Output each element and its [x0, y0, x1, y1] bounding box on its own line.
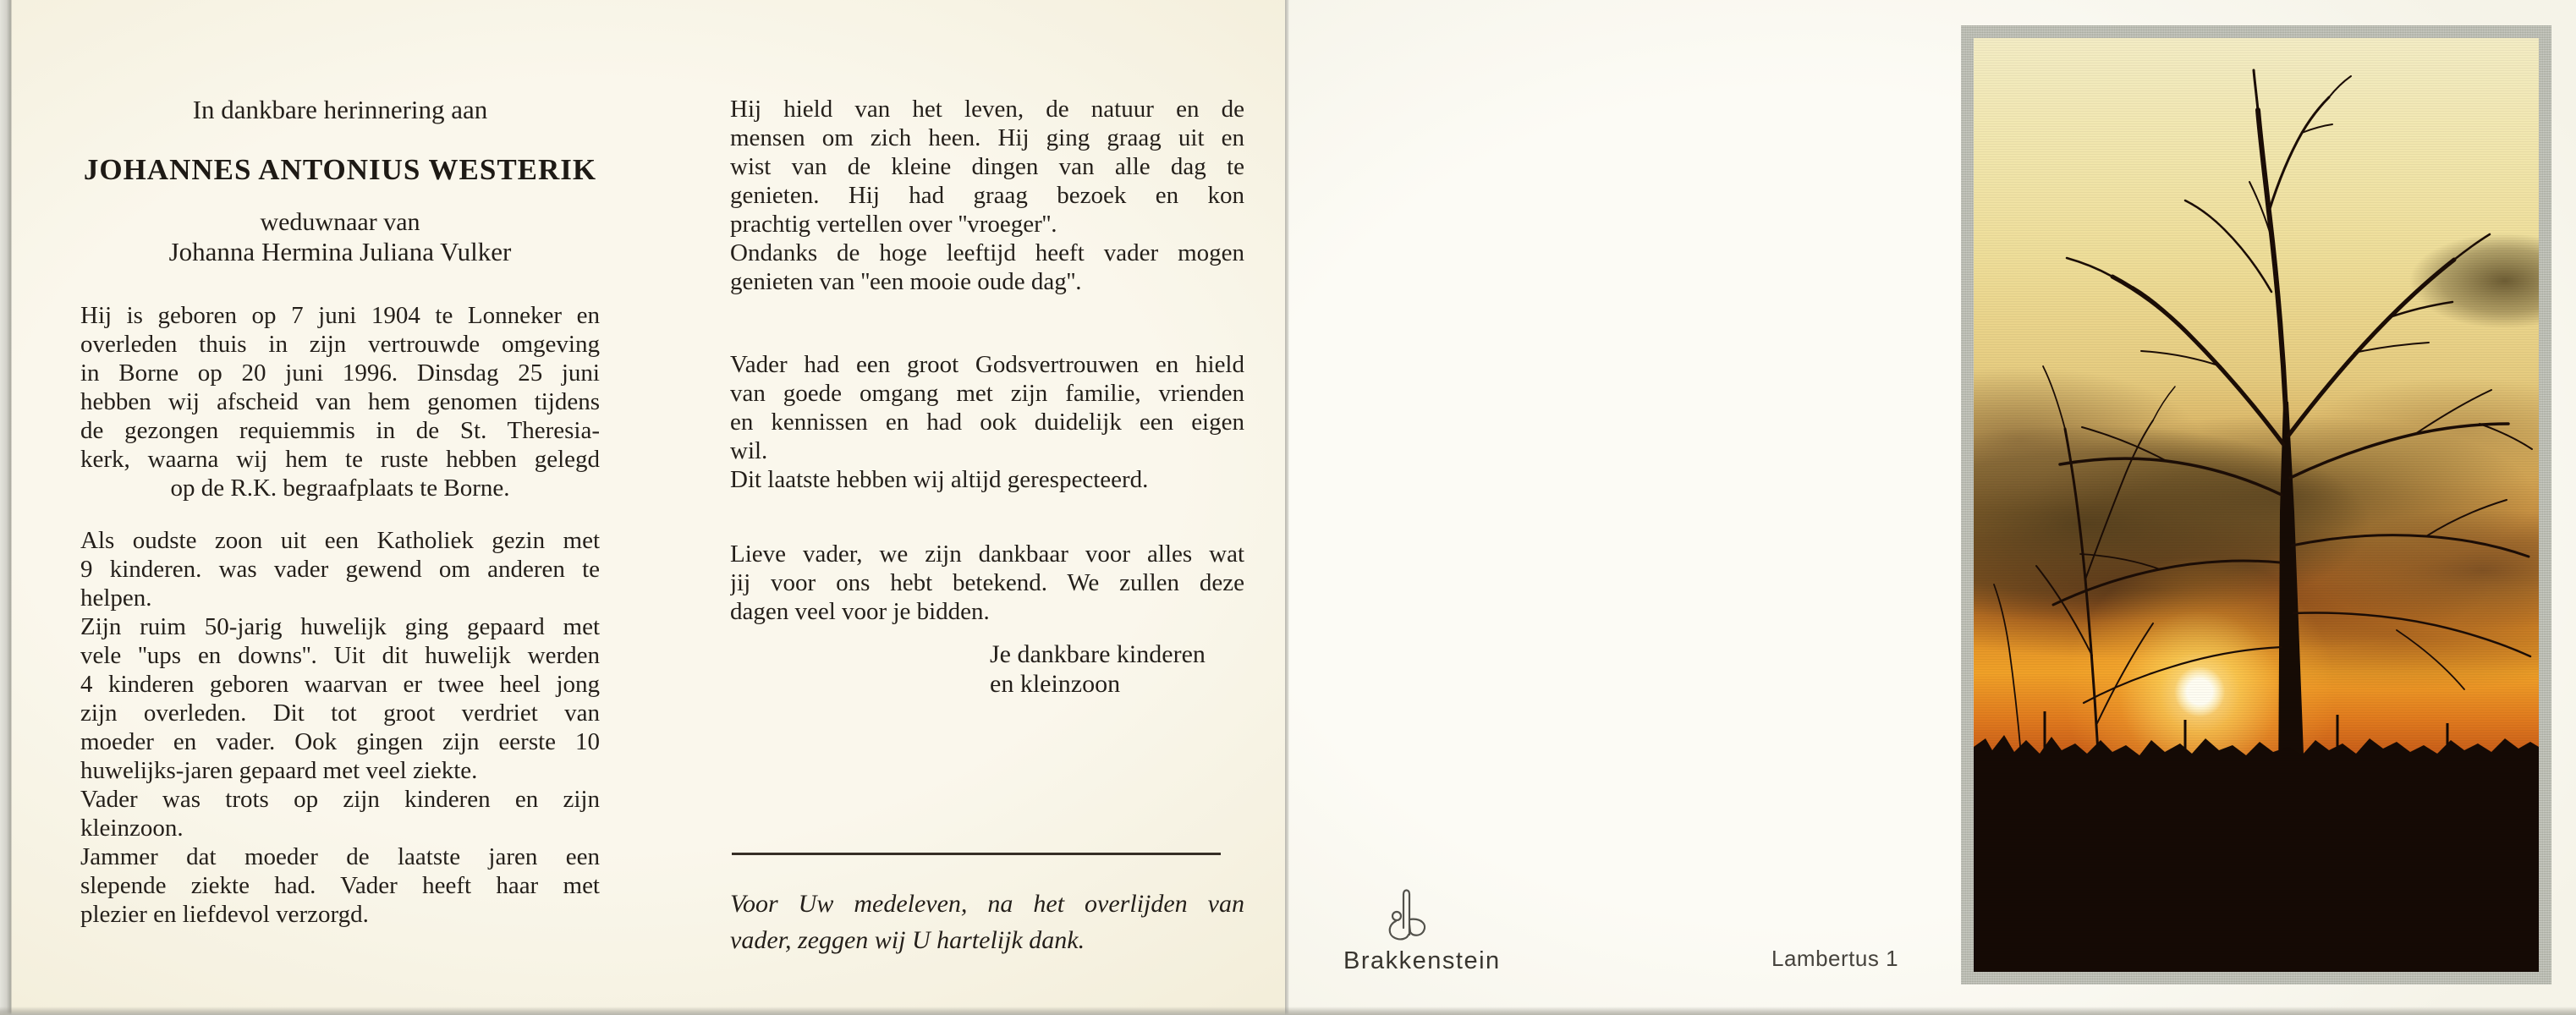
card-fold-seam — [1285, 0, 1289, 1015]
signature-block — [990, 638, 1244, 697]
life-column — [730, 95, 1244, 958]
text-line: mensen om zich heen. Hij ging graag uit en — [730, 124, 1244, 151]
thanks-note — [730, 886, 1244, 958]
printer-logo-icon — [1384, 885, 1433, 942]
deceased-name: JOHANNES ANTONIUS WESTERIK — [83, 153, 597, 186]
text-line: kleinzoon. — [80, 815, 184, 842]
farewell-paragraph — [730, 540, 1244, 626]
text-line: Dit laatste hebben wij altijd gerespecteerd. — [730, 466, 1149, 493]
text-line: 9 kinderen. was vader gewend om anderen te — [80, 556, 600, 583]
text-line: plezier en liefdevol verzorgd. — [80, 901, 369, 928]
family-paragraph — [80, 526, 600, 929]
text-line: genieten van ''een mooie oude dag''. — [730, 268, 1082, 295]
text-line: Ondanks de hoge leeftijd heeft vader mogen — [730, 239, 1244, 266]
text-line: helpen. — [80, 584, 152, 612]
divider-line — [732, 853, 1221, 855]
scan-left-edge — [0, 0, 12, 1015]
text-line: Lieve vader, we zijn dankbaar voor alles wat — [730, 540, 1244, 568]
text-line: in Borne op 20 juni 1996. Dinsdag 25 juni — [80, 359, 600, 387]
text-line: wil. — [730, 437, 768, 464]
text-line: kerk, waarna wij hem te ruste hebben gelegd — [80, 446, 600, 473]
text-line: Als oudste zoon uit een Katholiek gezin met — [80, 527, 600, 554]
text-line: overleden thuis in zijn vertrouwde omgeving — [80, 331, 600, 358]
text-line: Voor Uw medeleven, na het overlijden van — [730, 890, 1244, 918]
text-line: Jammer dat moeder de laatste jaren een — [80, 843, 600, 870]
relation-label: weduwnaar van — [260, 208, 420, 236]
text-line: Zijn ruim 50-jarig huwelijk ging gepaard met — [80, 613, 600, 640]
series-code: Lambertus 1 — [1771, 946, 1899, 971]
signature-line: Je dankbare kinderen — [990, 640, 1206, 667]
text-line: wist van de kleine dingen van alle dag te — [730, 153, 1244, 180]
text-line: moeder en vader. Ook gingen zijn eerste 10 — [80, 728, 600, 755]
signature-line: en kleinzoon — [990, 670, 1121, 697]
text-line: Vader was trots op zijn kinderen en zijn — [80, 786, 600, 813]
text-line: op de R.K. begraafplaats te Borne. — [170, 475, 510, 502]
printer-name: Brakkenstein — [1343, 947, 1501, 974]
text-line: van goede omgang met zijn familie, vrienden — [730, 380, 1244, 407]
text-line: en kennissen en had ook duidelijk een eigen — [730, 409, 1244, 436]
memorial-column — [80, 95, 600, 929]
memorial-intro: In dankbare herinnering aan — [192, 95, 488, 124]
text-line: hebben wij afscheid van hem genomen tijdens — [80, 388, 600, 415]
text-line: prachtig vertellen over ''vroeger''. — [730, 211, 1057, 238]
text-line: vader, zeggen wij U hartelijk dank. — [730, 926, 1085, 954]
text-line: Hij hield van het leven, de natuur en de — [730, 96, 1244, 123]
text-line: Vader had een groot Godsvertrouwen en hield — [730, 351, 1244, 378]
text-line: slepende ziekte had. Vader heeft haar met — [80, 872, 600, 899]
tree-silhouette — [1974, 38, 2539, 972]
scan-bottom-edge — [0, 1007, 2576, 1015]
text-line: 4 kinderen geboren waarvan er twee heel jong — [80, 671, 600, 698]
text-line: zijn overleden. Dit tot groot verdriet van — [80, 700, 600, 727]
spouse-name: Johanna Hermina Juliana Vulker — [168, 237, 512, 266]
text-line: dagen veel voor je bidden. — [730, 598, 990, 625]
text-line: vele ''ups en downs''. Uit dit huwelijk werden — [80, 642, 600, 669]
text-line: Hij is geboren op 7 juni 1904 te Lonneker en — [80, 302, 600, 329]
biography-paragraph — [80, 301, 600, 502]
sunset-photo — [1974, 38, 2539, 972]
text-line: jij voor ons hebt betekend. We zullen deze — [730, 569, 1244, 596]
life-paragraph-2 — [730, 350, 1244, 494]
text-line: de gezongen requiemmis in de St. Theresia- — [80, 417, 600, 444]
text-line: huwelijks-jaren gepaard met veel ziekte. — [80, 757, 478, 784]
life-paragraph-1 — [730, 95, 1244, 296]
photo-frame — [1961, 25, 2551, 985]
text-line: genieten. Hij had graag bezoek en kon — [730, 182, 1244, 209]
